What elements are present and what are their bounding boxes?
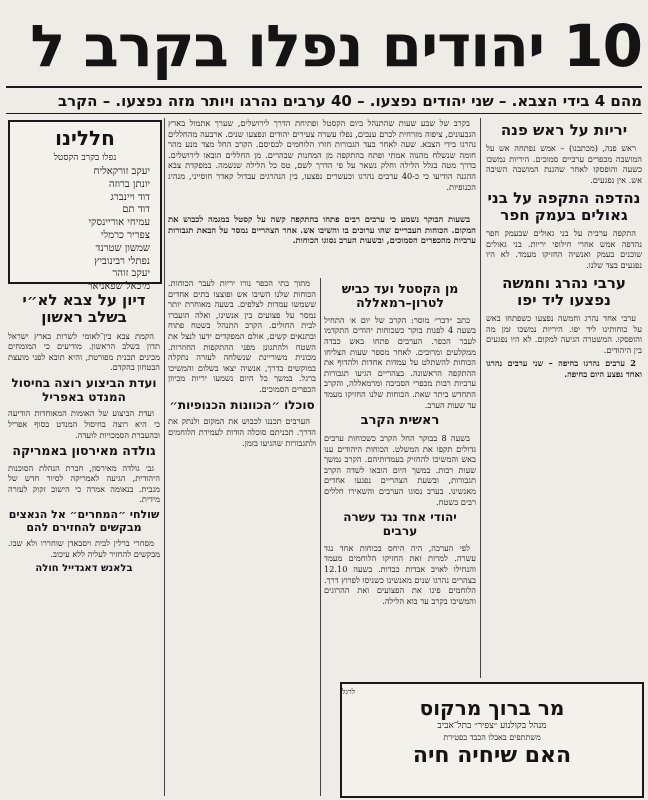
subsection3-title: יהודי אחד נגד עשרה ערבים bbox=[343, 510, 457, 538]
subsection1-title: מן הקסטל ועד כביש לטרון–רמאללה bbox=[341, 281, 459, 311]
headline-rule bbox=[6, 86, 642, 88]
fallen-name: דוד תם bbox=[122, 204, 150, 216]
fallen-name: יעקב זוהר bbox=[112, 268, 150, 280]
left-mid-title: נהדפה התקפה על בני גאולים בעמק חפר bbox=[487, 188, 641, 224]
fallen-box bbox=[8, 120, 162, 293]
lead-article bbox=[168, 118, 476, 210]
right2-title: ועדת הביצוע רוצה בחיסול המנדט באפריל bbox=[11, 375, 157, 404]
subhead-rule bbox=[6, 113, 642, 114]
fallen-box-title: חללינו bbox=[55, 126, 115, 150]
ad-pre: לרגל bbox=[342, 687, 356, 696]
subsection2-title: ראשית הקרב bbox=[360, 413, 440, 429]
right1-title: דיון על צבא לא״י בשלב ראשון bbox=[22, 291, 146, 327]
fallen-name: שמשון שטרנד bbox=[95, 242, 150, 254]
fallen-names-list bbox=[10, 166, 160, 294]
ad-line3: משתתפים באבלו הכבד בפטירת bbox=[443, 733, 541, 742]
ad-big: האם שיחיה חיה bbox=[412, 743, 572, 768]
mourning-ad bbox=[340, 682, 644, 798]
left-bottom-text: 2 ערבים נהרגו בחיפה – שני ערבים נהרגו ואחד נפצע היום בחיפה. bbox=[486, 358, 642, 379]
right1-text: הקמת צבא בין־לאומי לשרות בארץ ישראל תדון בשלב הראשון. מודיעים כי המומחים מכינים תכנית מפורטת, והיא תובא לפני מועצת הבטחון בהקדם. bbox=[8, 330, 160, 373]
highlight-article bbox=[168, 214, 476, 274]
fallen-name: דוד ויינברג bbox=[110, 191, 150, 203]
column-divider-2 bbox=[480, 118, 481, 678]
sub-headline: מהם 4 בידי הצבא. – שני יהודים נפצעו. – 40 ערבים נהרגו ויותר מזה נפצעו. – הקרב bbox=[57, 92, 642, 110]
ad-name: מר ברוך מרקוס bbox=[419, 696, 565, 720]
fallen-name: יונתן ברוזה bbox=[108, 178, 150, 190]
lead-text: בקרב של שבע שעות שהתנהל ביום הקסטל ופתיחת הדרך לירושלים, שערך אתמול בארץ הגבעונים, ציפוה מזרחית לכרם ענבים, נפלו עשרה צעירים יהודים ונפצעו שנים. ארבעה מהחללים נהרגו בידי הצבא. שעה לאחר בעד הגבורות חזרו הלוחמים לבסיסם. הקרב החל מצד מנע מהר חומה שנשלח מהנוה אמתי ופתח בהתקפה מן המחנות שבהרים. מן החללים הובאו לירושלים. בדרך מטה בגלל הלילה וחלק נשאר על פי הדרך לשם, טס כל הלילה שנשמה. במפקדת צבא ההגנה הודיעו כי כ-40 ערבים נהרגו וכעשרים נפצעו, בין הנהרגים עבדול קאדר חוסייני, מנהיג הכנופיות. bbox=[168, 118, 476, 192]
highlight-text: בשעות הבוקר נשמע כי ערבים רבים פתחו בהתקפה קשה על קסטל במגמה לכבוש את המקום. הכוחות העבריים שהו ערוכים בו והשיבו אש. אחר הצהריים נמסר על הבאת תגבורות ערביות מהכפרים הסמוכים, ובשעות הערב נסוגו הכוחות. bbox=[168, 214, 476, 246]
right-column bbox=[8, 288, 160, 796]
mid-column-text2: הערבים תכננו לכבוש את המקום ולנתק את הדרך. תכניתם סוכלה הודות לעמידת הלוחמים ולתגבורות שהגיעו בזמן. bbox=[168, 416, 316, 448]
right2-text: ועדת הביצוע של האומות המאוחדות הודיעה כי היא רוצה בחיסול המנדט בסוף אפריל ובהעברת הסמכויות לועדה. bbox=[8, 408, 160, 440]
fallen-name: נפתלי רבינוביץ bbox=[94, 255, 150, 267]
subsection3-text: לפי הערכה, היה היחס בכוחות אחד נגד עשרה. למרות זאת החזיקו הלוחמים מעמד והנחילו לאויב אבדות כבדות. בשעה 12.10 בצהרים נהרגו שנים מאנשינו כשניסו לפרוץ דרך. הלוחמים פינו את הפצועים ואת ההרוגים והמשיכו בקרב עד בוא הלילה. bbox=[324, 542, 476, 606]
right4-title: שולחי ״המחרים״ אל הנאצים מבקשים להחזירם להם bbox=[8, 508, 160, 534]
main-headline: 10 יהודים נפלו בקרב ל bbox=[30, 12, 642, 80]
left-mid-text: התקפה ערבית על בני גאולים שבעמק חפר נהדפה אמש אחרי חילופי יריות. בני גאולים שוכנים בעמק ואנשיה החזיקו מעמד. לא היו נפגעים בצד שלנו. bbox=[486, 228, 642, 270]
fallen-name: צפריר כרמלי bbox=[100, 229, 150, 241]
left-top-title: יריות על ראש פנה bbox=[500, 121, 628, 139]
ad-line2: מנהל בקולנוע ״צפיר״ בתל־אביב bbox=[437, 721, 547, 731]
left-mid2-text: ערבי אחד נהרג וחמשה נפצעו כשפתחו באש על כוחותינו ליד יפו. היריות נמשכו זמן מה והופסקו. המשטרה הגיעה למקום. לא היו נפגעים בין היהודים. bbox=[486, 313, 642, 355]
fallen-name: יעקב זורקאליח bbox=[93, 166, 150, 177]
subsection2-text: בשעה 8 בבוקר החל הקרב כשכוחות ערבים גדולים תקפו את המשלט. הכוחות היהודים ענו באש והמשיכו להחזיק בעמדותיהם. הקרב נמשך שעות רבות. במשך היום הובאו לשדה הקרב תגבורות, ובשעת הצהריים נפגעו אחדים מאנשינו. בערב נסוגו הערבים והשאירו חללים רבים בשטח. bbox=[324, 433, 476, 507]
column-divider-1 bbox=[320, 278, 321, 796]
column-divider-3 bbox=[164, 118, 165, 796]
left-column bbox=[486, 118, 642, 678]
left-mid2-title: ערבי נהרג וחמשה נפצעו ליד יפו bbox=[502, 273, 626, 309]
right4-text: מסחרי ברלין לבית ויסבאדן שוחררו ולא שבו. מבקשים להחזיר לעליה ללא עיכוב. bbox=[8, 538, 160, 559]
fallen-name: מיכאל שפאניאר bbox=[87, 281, 150, 293]
fallen-box-subtitle: נפלו בקרב הקסטל bbox=[53, 153, 117, 163]
subsection1-text: כתב ״דבר״ מוסר: הקרב של יום א׳ התחיל בשעה 4 לפנות בוקר כשכוחות יהודים התקדמו לעבר הכפר. הערבים פתחו באש כבדה ממקלעים ומרובים. לאחר מספר שעות הצליחו הכוחות להשתלט על עמדות אחדות ולהדוף את ההתקפה הראשונה. בצהריים הגיעו תגבורות ערביות רבות מכפרי הסביבה ומרמאללה, והקרב התחדש ביתר שאת. הכוחות שלנו החזיקו מעמד עד שעות הערב. bbox=[324, 314, 476, 410]
mid-column-text: מתוך בתי הכפר נורו יריות לעבר הכוחות. הכוחות שלנו השיבו אש ופוצצו בתים אחדים ששמשו עמדות לצלפים. בשעה מאוחרת יותר נמסר על פצועים בין אנשינו, ואלה הועברו לבית החולים. הקרב התנהל בשטח פתוח ובתנאים קשים, אולם המפקדים ידעו לנצל את השטח ולהתגונן מפני ההתקפות החוזרות. מכונית משוריינת שנשלחה לעזרה נתקלה במוקשים בדרך, אנשיה יצאו בשלום והמשיכו ברגל. במשך כל היום נשמעו יריות מכיוון הכפרים הסמוכים. bbox=[168, 278, 316, 394]
center-left-column bbox=[168, 278, 316, 796]
mid-column-title: סוכלו ״הכוונות הכנופיות״ bbox=[169, 397, 315, 412]
left-top-text: ראש פנה, (מכתבנו) – אמש נפתחה אש על המושבה מכפרים ערביים סמוכים. היריות נמשכו כשעה והופסקו לאחר שהגנת המושבה השיבה אש. אין נפגעים. bbox=[486, 143, 642, 186]
fallen-name: עמיחי אוריינסקי bbox=[88, 217, 150, 229]
right-footer: בלאנש דאגדייל חולה bbox=[35, 563, 133, 575]
right3-title: גולדה מאירסון באמריקה bbox=[12, 443, 156, 459]
right3-text: גב׳ גולדה מאירסון, חברת הנהלת הסוכנות היהודית, הגיעה לאמריקה לסיור חדש של מגבית. בנאומה אמרה כי הישוב זקוק לעזרה מידית. bbox=[8, 462, 160, 505]
